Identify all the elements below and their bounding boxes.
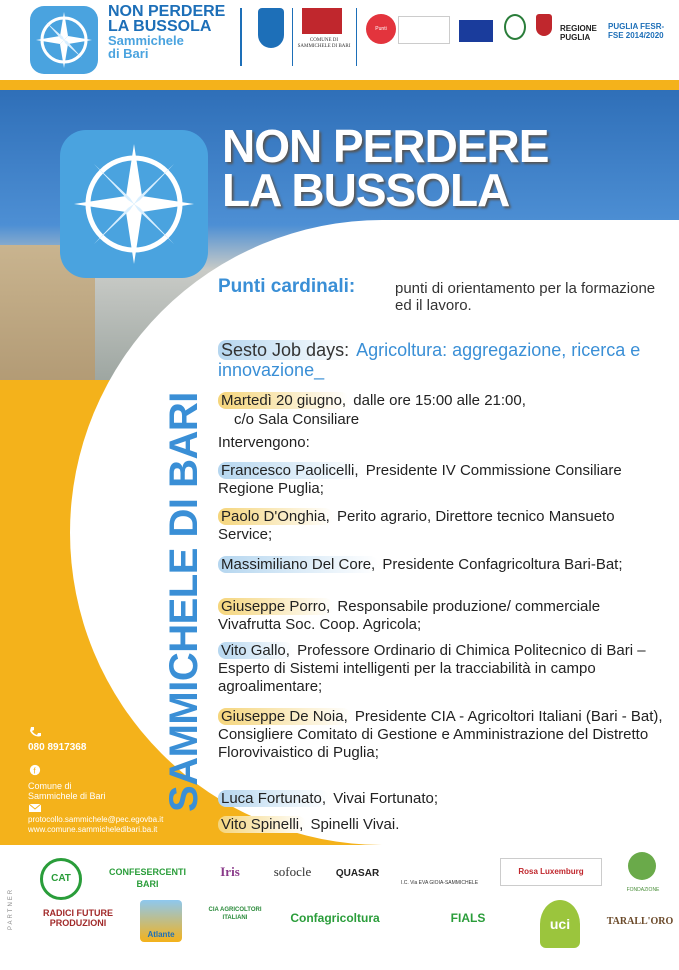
header-title-line1: NON PERDERE <box>108 3 226 20</box>
puglia-fesr-text: PUGLIA FESR-FSE 2014/2020 <box>608 22 665 40</box>
email-block <box>28 815 163 835</box>
event-time: dalle ore 15:00 alle 21:00, <box>353 392 526 409</box>
compass-logo <box>30 6 98 74</box>
speaker-item <box>218 708 663 762</box>
speaker-role: Perito agrario, Direttore tecnico Mansueto Service; <box>218 508 615 543</box>
partner-logo-rosa-luxemburg: Rosa Luxemburg <box>500 858 602 886</box>
facebook-line1: Comune di <box>28 781 72 791</box>
event-prefix: Sesto Job days: <box>218 340 352 360</box>
regione-crest-icon <box>536 14 552 36</box>
event-topic: Agricoltura: aggregazione, ricerca e innovazione_ <box>218 340 641 380</box>
vertical-town-name: SAMMICHELE DI BARI <box>162 392 206 812</box>
speakers-label: Intervengono: <box>218 434 310 451</box>
header-divider <box>240 8 242 66</box>
speaker-role: Spinelli Vivai. <box>310 816 400 833</box>
speaker-item <box>218 462 663 498</box>
partners-label: PARTNER <box>8 887 14 930</box>
event-location: c/o Sala Consiliare <box>234 411 360 428</box>
partner-logo-fials: FIALS <box>450 911 486 925</box>
speaker-item <box>218 556 663 574</box>
header-divider <box>292 8 293 66</box>
partner-logo-radici-future: RADICI FUTURE PRODUZIONI <box>43 908 113 928</box>
header-divider <box>356 8 357 66</box>
speaker-item <box>218 790 663 808</box>
municipal-crest-icon <box>258 8 284 48</box>
phone-number[interactable]: 080 8917368 <box>28 742 87 753</box>
agenda-logo <box>398 16 450 44</box>
speaker-name: Vito Gallo, <box>218 642 293 659</box>
punti-cardinali-badge: Punti Cardinali <box>366 14 396 44</box>
partner-logo-quasar: QUASAR <box>335 868 380 879</box>
speaker-role: Presidente CIA - Agricoltori Italiani (Bari - Bat), Consigliere Comitato di Gestione e Amministrazione del Distretto Florovivaistico di Puglia; <box>218 708 663 761</box>
partner-logo-cat: CAT <box>40 858 82 900</box>
partner-logo-confagricoltura: Confagricoltura <box>290 911 380 925</box>
event-date: Martedì 20 giugno, <box>218 392 349 409</box>
partner-logo-taralloro: TARALL'ORO <box>606 916 674 927</box>
partner-logo-atlante: Atlante <box>140 900 182 942</box>
facebook-line2: Sammichele di Bari <box>28 791 106 801</box>
header-bar <box>0 0 679 80</box>
partner-logo-uci: uci <box>540 900 580 948</box>
partner-logo-confesercenti: CONFESERCENTI BARI <box>108 867 186 889</box>
tree-icon <box>628 852 656 880</box>
speaker-item <box>218 642 663 696</box>
partner-logo-cia: CIA AGRICOLTORI ITALIANI <box>208 907 262 921</box>
comune-text: COMUNE DI SAMMICHELE DI BARI <box>297 38 351 49</box>
event-date-line <box>218 392 663 410</box>
speaker-name: Giuseppe De Noia, <box>218 708 351 725</box>
eu-flag-icon <box>459 20 493 42</box>
partner-logo-fondazione: FONDAZIONE <box>626 887 660 893</box>
regione-puglia-text: REGIONE PUGLIA <box>560 24 597 42</box>
header-subtitle-line1: Sammichele <box>108 33 184 48</box>
intro-description: punti di orientamento per la formazione ed il lavoro. <box>395 280 656 314</box>
intro-label: Punti cardinali: <box>218 276 356 297</box>
facebook-icon <box>28 764 42 776</box>
partner-logo-sofocle: sofocle <box>273 864 312 879</box>
speaker-name: Vito Spinelli, <box>218 816 306 833</box>
partner-logo-iris: Iris <box>220 864 240 879</box>
partner-logo-school: I.C. Via EVA GIOIA-SAMMICHELE <box>400 880 479 886</box>
email-address[interactable]: protocollo.sammichele@pec.egovba.it <box>28 815 164 824</box>
event-headline <box>218 340 658 380</box>
speaker-name: Francesco Paolicelli, <box>218 462 362 479</box>
hero-title-line1: NON PERDERE <box>222 120 549 172</box>
speaker-item <box>218 508 663 544</box>
compass-logo-large <box>60 130 208 278</box>
speaker-name: Luca Fortunato, <box>218 790 329 807</box>
hero-title <box>222 120 549 216</box>
speaker-item <box>218 816 663 834</box>
phone-icon <box>28 726 42 738</box>
comune-logo <box>302 8 342 34</box>
speaker-role: Vivai Fortunato; <box>333 790 439 807</box>
svg-text:f: f <box>33 765 36 776</box>
facebook-page[interactable] <box>28 781 106 801</box>
speaker-role: Professore Ordinario di Chimica Politecnico di Bari – Esperto di Sistemi intelligenti per la tracciabilità in campo agroalimentare; <box>218 642 646 695</box>
speaker-role: Presidente Confagricoltura Bari-Bat; <box>382 556 623 573</box>
website-link[interactable]: www.comune.sammicheledibari.ba.it <box>28 825 158 834</box>
italian-emblem-icon <box>504 14 526 40</box>
header-title <box>108 4 225 60</box>
email-icon <box>28 802 42 814</box>
header-title-line2: LA BUSSOLA <box>108 18 212 35</box>
speaker-role: Responsabile produzione/ commerciale Vivafrutta Soc. Coop. Agricola; <box>218 598 601 633</box>
speaker-name: Giuseppe Porro, <box>218 598 333 615</box>
hero-title-line2: LA BUSSOLA <box>222 164 510 216</box>
speaker-role: Presidente IV Commissione Consiliare Regione Puglia; <box>218 462 622 497</box>
speaker-item <box>218 598 663 634</box>
speaker-name: Paolo D'Onghia, <box>218 508 333 525</box>
speaker-name: Massimiliano Del Core, <box>218 556 378 573</box>
header-subtitle-line2: di Bari <box>108 46 149 61</box>
